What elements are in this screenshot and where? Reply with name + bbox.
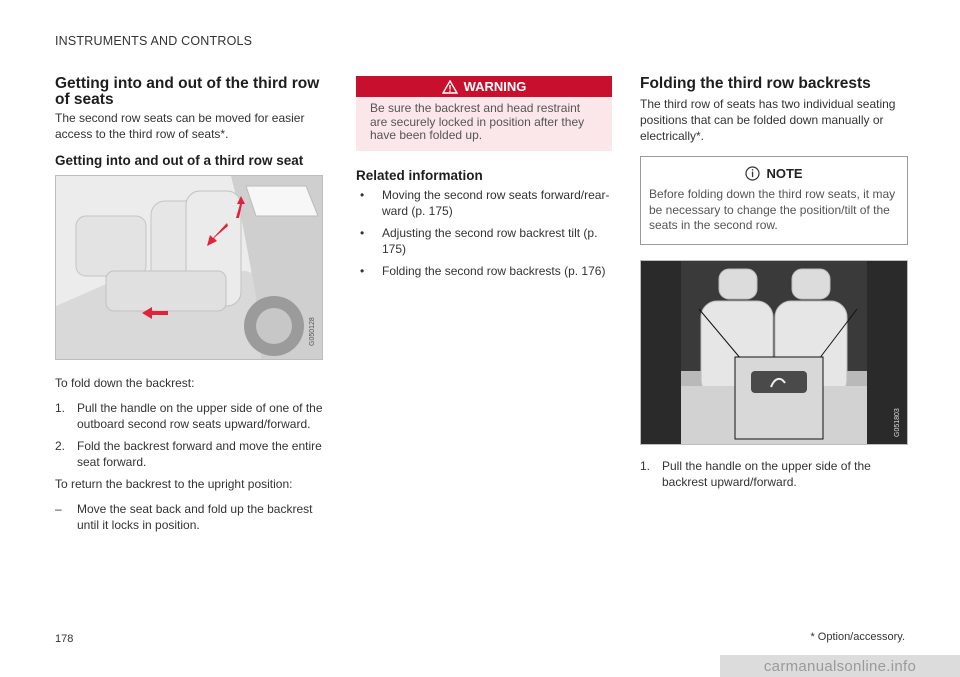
car-interior-illustration xyxy=(56,176,322,359)
note-header: NOTE xyxy=(641,161,907,185)
step-1: 1. Pull the handle on the upper side of the backrest upward/forward. xyxy=(640,458,871,489)
warning-text: Be sure the backrest and head restraint are securely locked in position after they have been folded up. xyxy=(370,101,585,142)
related-link[interactable]: • Moving the second row seats forward/rear-ward (p. 175) xyxy=(360,187,610,218)
warning-box xyxy=(356,76,612,151)
third-row-seats-illustration xyxy=(641,261,907,444)
folding-steps xyxy=(640,458,908,490)
column-left xyxy=(55,76,323,533)
seat-illustration xyxy=(55,175,323,360)
step-1: 1. Pull the handle on the upper side of one of the outboard second row seats upward/forward. xyxy=(55,401,323,431)
folding-intro: The third row of seats has two individual seating positions that can be folded down manually or electrically*. xyxy=(640,97,896,143)
backrest-illustration xyxy=(640,260,908,445)
return-step: – Move the seat back and fold up the backrest until it locks in position. xyxy=(55,502,313,532)
warning-triangle-icon xyxy=(442,80,458,94)
section-header: INSTRUMENTS AND CONTROLS xyxy=(55,34,253,48)
heading-folding-third-row: Folding the third row backrests xyxy=(640,75,871,92)
intro-paragraph: The second row seats can be moved for easier access to the third row of seats*. xyxy=(55,111,305,141)
related-heading: Related information xyxy=(356,167,483,183)
heading-third-row-access: Getting into and out of the third row of seats xyxy=(55,75,320,108)
info-circle-icon xyxy=(745,166,760,181)
page-number: 178 xyxy=(55,633,74,645)
fold-steps xyxy=(55,400,323,470)
watermark: carmanualsonline.info xyxy=(720,655,960,677)
subheading-third-row-seat: Getting into and out of a third row seat xyxy=(55,153,304,168)
fold-intro: To fold down the backrest: xyxy=(55,376,195,390)
step-2: 2. Fold the backrest forward and move the entire seat forward. xyxy=(55,439,322,469)
column-right xyxy=(640,76,908,496)
note-box xyxy=(640,156,908,245)
return-intro: To return the backrest to the upright position: xyxy=(55,477,293,491)
image-code: G050128 xyxy=(309,317,316,346)
related-link[interactable]: • Adjusting the second row backrest tilt (p. 175) xyxy=(360,225,598,256)
image-code: G051803 xyxy=(894,407,901,437)
related-link[interactable]: • Folding the second row backrests (p. 176) xyxy=(360,263,606,278)
warning-header: WARNING xyxy=(356,76,612,97)
footnote: * Option/accessory. xyxy=(810,631,905,643)
column-middle xyxy=(356,76,612,285)
note-text: Before folding down the third row seats, it may be necessary to change the position/tilt of the seats in the second row. xyxy=(649,187,896,232)
